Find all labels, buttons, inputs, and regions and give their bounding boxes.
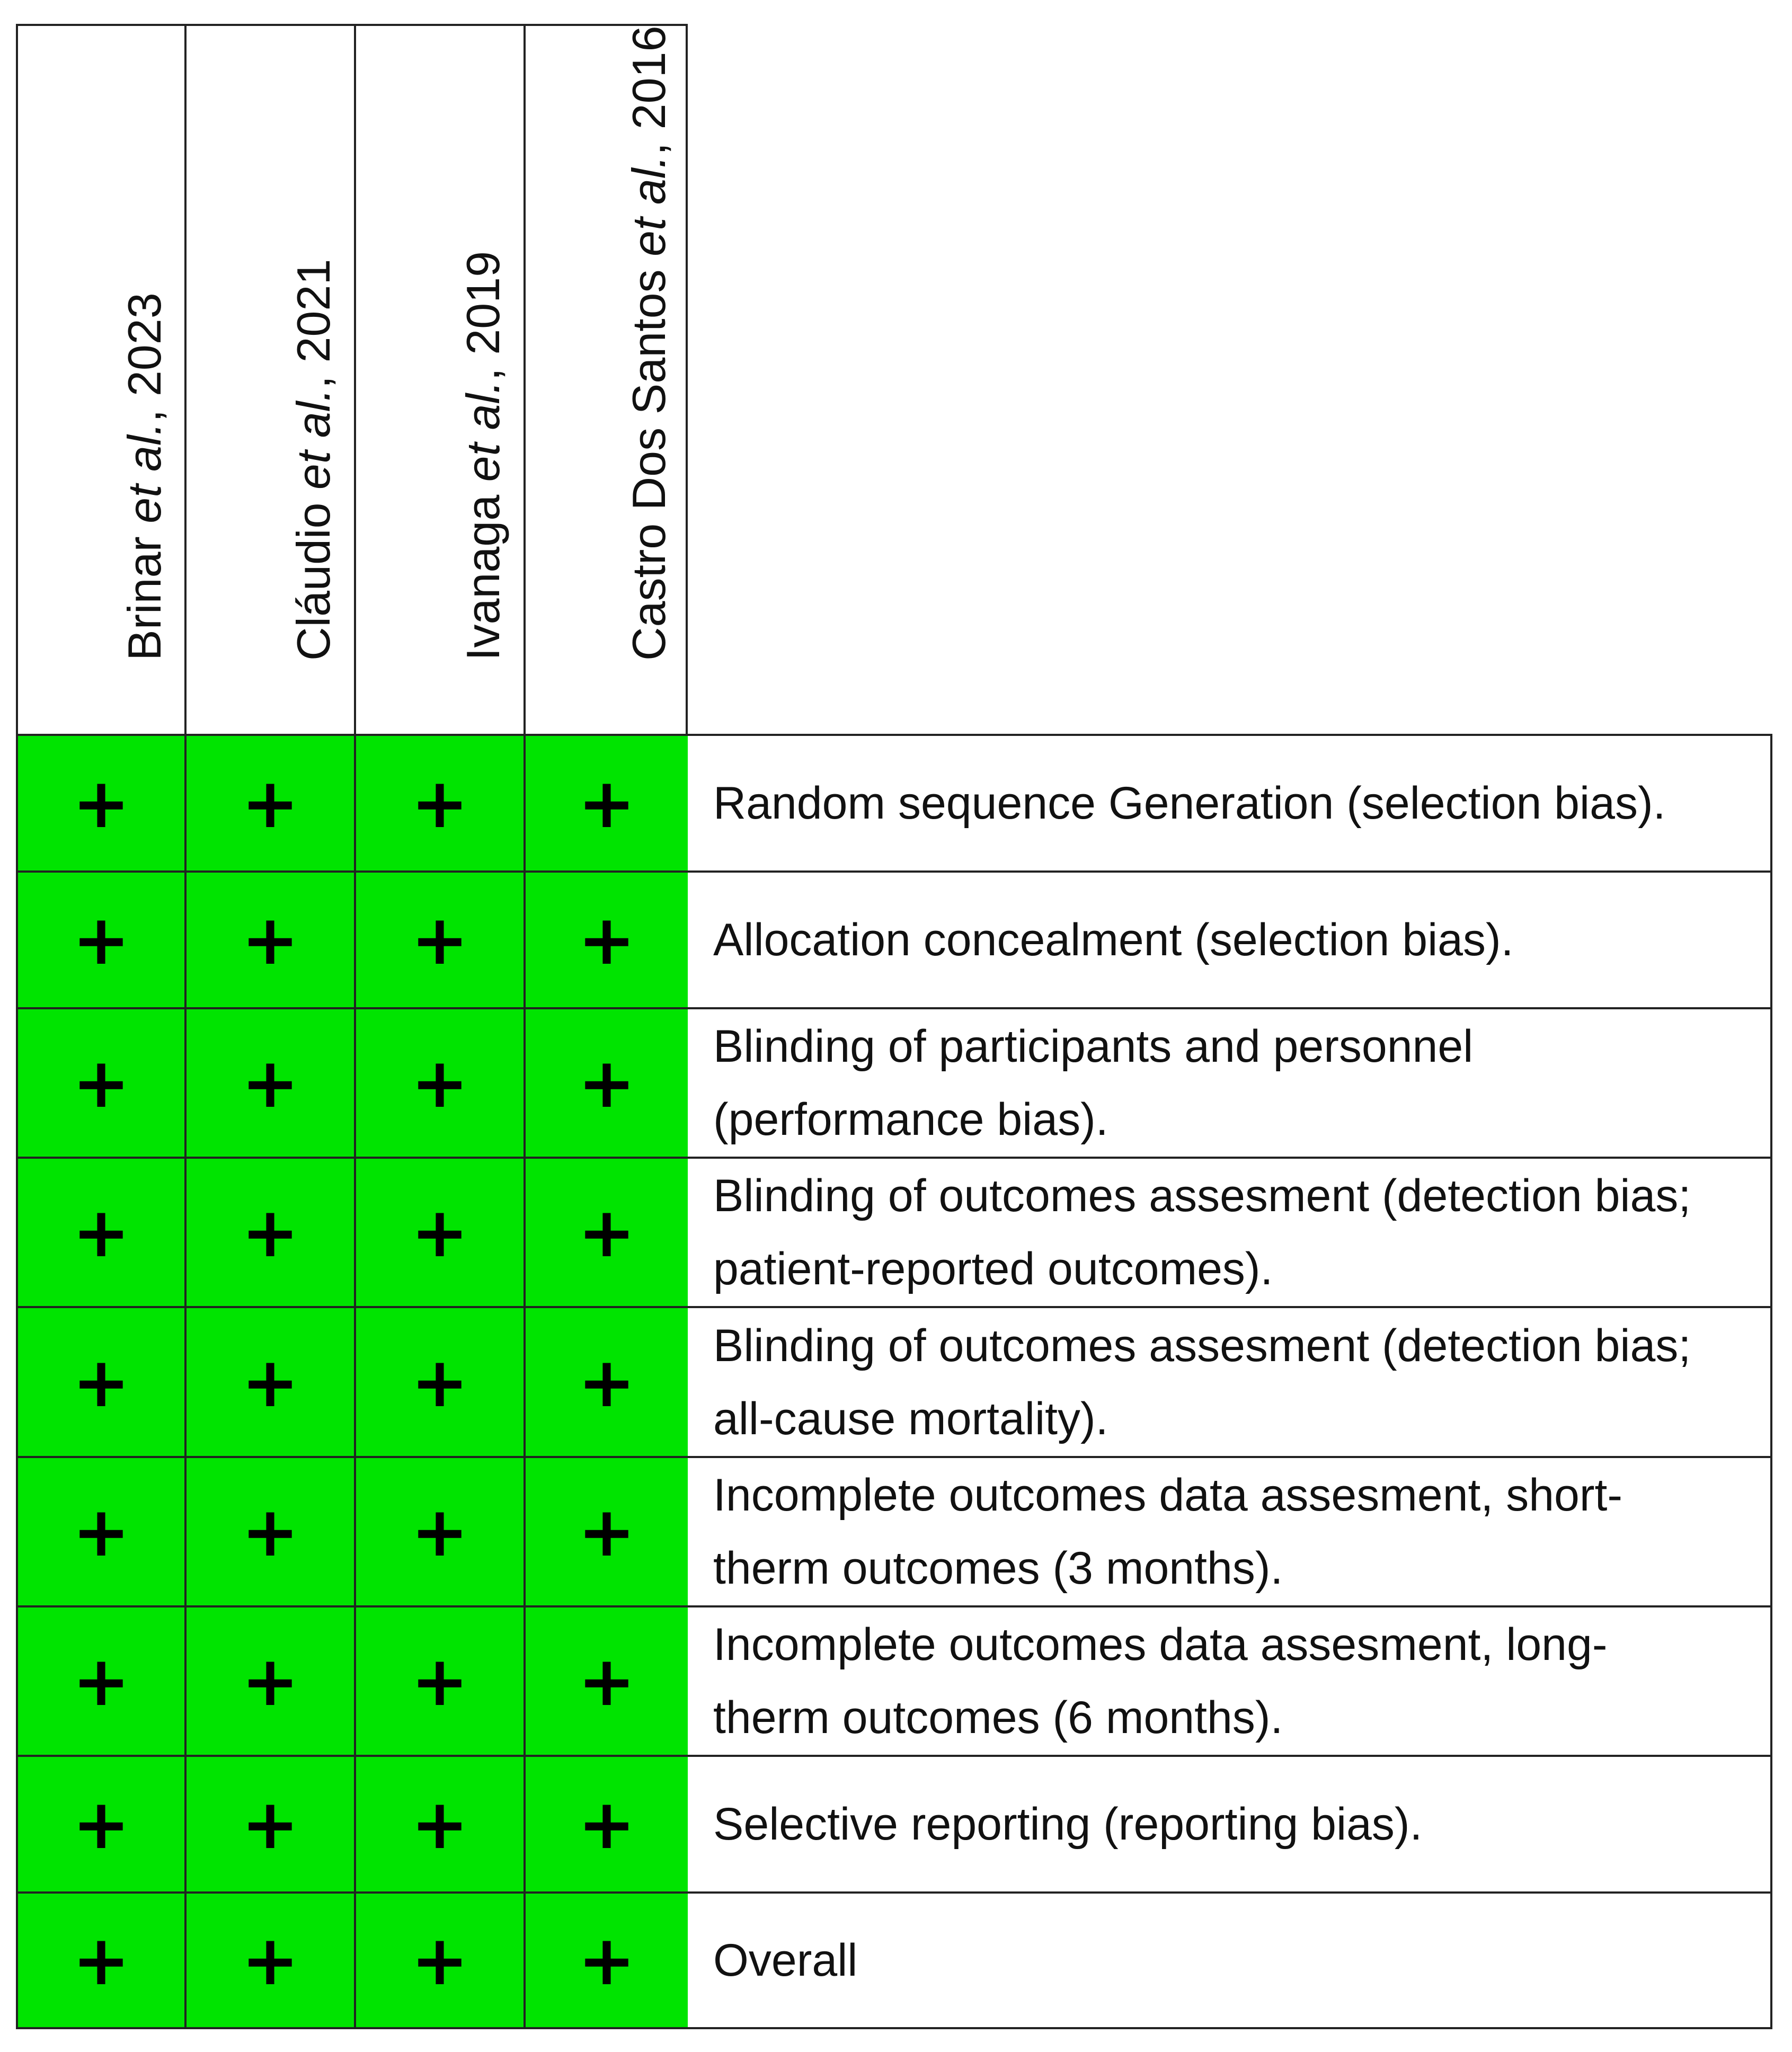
judgement-cell [524, 870, 688, 1007]
study-name [287, 259, 340, 661]
low-risk-plus-icon: + [411, 763, 469, 843]
bias-domain-label: Selective reporting (reporting bias). [713, 1799, 1423, 1850]
study-etal: et al. [623, 155, 675, 256]
judgement-cell [354, 1157, 524, 1306]
low-risk-plus-icon: + [411, 1043, 469, 1123]
low-risk-plus-icon: + [72, 1920, 130, 2001]
study-etal: et al. [118, 422, 171, 523]
low-risk-plus-icon: + [241, 1491, 299, 1572]
judgement-cell [184, 870, 354, 1007]
bias-domain-cell [688, 870, 1772, 1007]
study-year: , 2023 [118, 292, 171, 423]
low-risk-plus-icon: + [241, 763, 299, 843]
judgement-cell [16, 870, 184, 1007]
judgement-cell [354, 1007, 524, 1157]
low-risk-plus-icon: + [241, 1043, 299, 1123]
bias-domain-cell [688, 1157, 1772, 1306]
bias-domain-label: Blinding of participants and personnel (performance bias). [713, 1021, 1474, 1145]
judgement-cell [16, 1755, 184, 1891]
low-risk-plus-icon: + [241, 1641, 299, 1721]
low-risk-plus-icon: + [72, 1641, 130, 1721]
low-risk-plus-icon: + [411, 1920, 469, 2001]
judgement-cell [524, 1007, 688, 1157]
low-risk-plus-icon: + [578, 1342, 636, 1423]
bias-domain-cell [688, 1007, 1772, 1157]
study-author: Cláudio [287, 490, 340, 661]
study-author: Ivanaga [457, 482, 509, 661]
judgement-cell [16, 734, 184, 870]
low-risk-plus-icon: + [72, 900, 130, 980]
low-risk-plus-icon: + [411, 900, 469, 980]
bias-domain-cell [688, 1605, 1772, 1755]
low-risk-plus-icon: + [72, 1784, 130, 1864]
low-risk-plus-icon: + [578, 1192, 636, 1273]
judgement-cell [354, 1755, 524, 1891]
low-risk-plus-icon: + [578, 763, 636, 843]
bias-domain-cell [688, 1755, 1772, 1891]
low-risk-plus-icon: + [72, 1342, 130, 1423]
low-risk-plus-icon: + [72, 1491, 130, 1572]
judgement-cell [524, 1456, 688, 1605]
judgement-cell [354, 1605, 524, 1755]
judgement-cell [184, 1306, 354, 1456]
judgement-cell [354, 1306, 524, 1456]
judgement-cell [524, 1605, 688, 1755]
study-name [457, 251, 509, 661]
study-header-cell [16, 24, 184, 734]
low-risk-plus-icon: + [241, 1342, 299, 1423]
low-risk-plus-icon: + [578, 1043, 636, 1123]
judgement-cell [184, 1157, 354, 1306]
low-risk-plus-icon: + [241, 900, 299, 980]
judgement-cell [354, 870, 524, 1007]
bias-domain-label: Incomplete outcomes data assesment, long- therm outcomes (6 months). [713, 1619, 1608, 1743]
study-etal: et al. [287, 388, 340, 490]
low-risk-plus-icon: + [411, 1192, 469, 1273]
study-year: , 2016 [623, 25, 675, 156]
judgement-cell [184, 1456, 354, 1605]
low-risk-plus-icon: + [241, 1784, 299, 1864]
judgement-cell [524, 1755, 688, 1891]
low-risk-plus-icon: + [578, 1641, 636, 1721]
low-risk-plus-icon: + [578, 900, 636, 980]
study-year: , 2019 [457, 251, 509, 381]
study-year: , 2021 [287, 259, 340, 389]
low-risk-plus-icon: + [411, 1641, 469, 1721]
bias-domain-cell [688, 1891, 1772, 2029]
study-name [118, 292, 171, 661]
study-name [623, 25, 675, 661]
judgement-cell [184, 1755, 354, 1891]
study-author: Castro Dos Santos [623, 256, 675, 661]
judgement-cell [524, 1157, 688, 1306]
bias-domain-label: Allocation concealment (selection bias). [713, 914, 1514, 965]
bias-domain-label: Random sequence Generation (selection bias). [713, 778, 1666, 829]
bias-domain-label: Overall [713, 1935, 858, 1986]
study-header-cell [524, 24, 688, 734]
bias-domain-label: Incomplete outcomes data assesment, short- therm outcomes (3 months). [713, 1470, 1623, 1594]
judgement-cell [16, 1007, 184, 1157]
low-risk-plus-icon: + [578, 1920, 636, 2001]
low-risk-plus-icon: + [72, 1043, 130, 1123]
judgement-cell [354, 734, 524, 870]
low-risk-plus-icon: + [72, 1192, 130, 1273]
judgement-cell [16, 1306, 184, 1456]
bias-domain-cell [688, 1306, 1772, 1456]
judgement-cell [524, 1891, 688, 2029]
low-risk-plus-icon: + [578, 1784, 636, 1864]
low-risk-plus-icon: + [241, 1192, 299, 1273]
judgement-cell [16, 1456, 184, 1605]
judgement-cell [184, 1891, 354, 2029]
study-etal: et al. [457, 380, 509, 482]
judgement-cell [16, 1157, 184, 1306]
judgement-cell [16, 1605, 184, 1755]
low-risk-plus-icon: + [411, 1342, 469, 1423]
bias-domain-label: Blinding of outcomes assesment (detection bias; all-cause mortality). [713, 1320, 1691, 1444]
judgement-cell [524, 1306, 688, 1456]
low-risk-plus-icon: + [241, 1920, 299, 2001]
low-risk-plus-icon: + [578, 1491, 636, 1572]
study-header-cell [184, 24, 354, 734]
judgement-cell [184, 1007, 354, 1157]
bias-domain-cell [688, 1456, 1772, 1605]
low-risk-plus-icon: + [411, 1784, 469, 1864]
judgement-cell [524, 734, 688, 870]
judgement-cell [184, 1605, 354, 1755]
low-risk-plus-icon: + [72, 763, 130, 843]
study-author: Brinar [118, 523, 171, 661]
judgement-cell [354, 1456, 524, 1605]
study-header-cell [354, 24, 524, 734]
low-risk-plus-icon: + [411, 1491, 469, 1572]
judgement-cell [16, 1891, 184, 2029]
bias-domain-cell [688, 734, 1772, 870]
judgement-cell [354, 1891, 524, 2029]
judgement-cell [184, 734, 354, 870]
bias-domain-label: Blinding of outcomes assesment (detection bias; patient-reported outcomes). [713, 1170, 1691, 1294]
